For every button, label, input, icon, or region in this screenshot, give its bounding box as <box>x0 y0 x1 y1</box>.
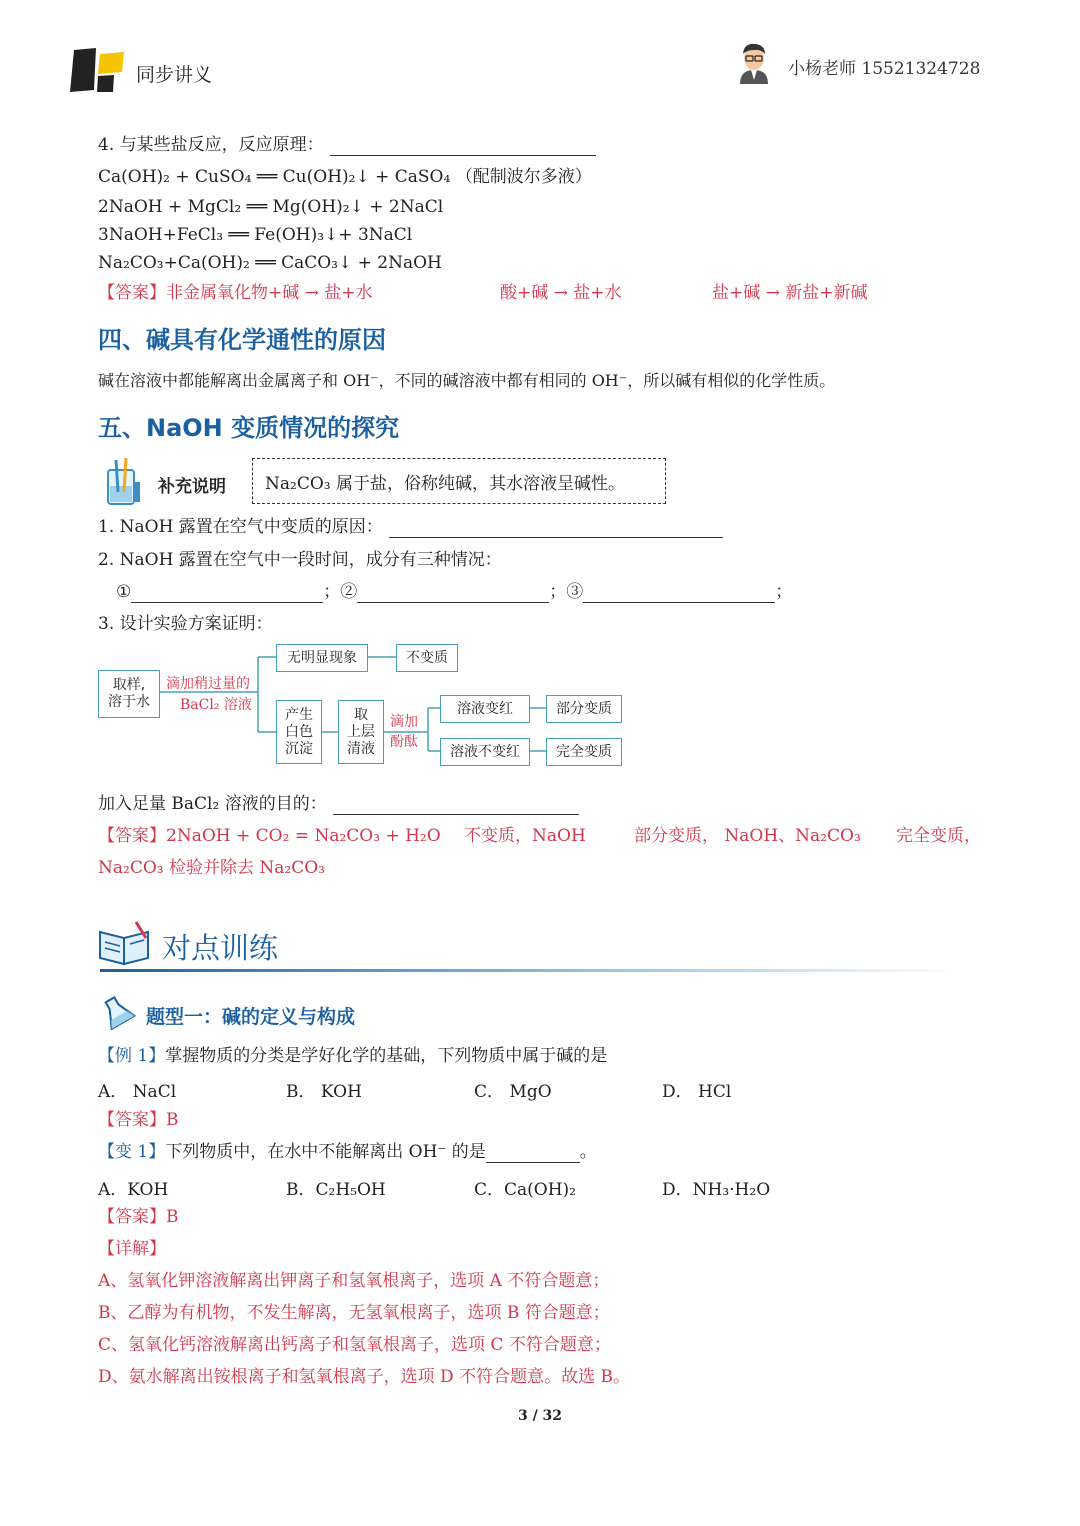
example1-option-a: A． NaCl <box>98 1082 177 1102</box>
answer-reaction-2: 酸+碱 → 盐+水 <box>500 283 622 303</box>
equation-2: 2NaOH + MgCl₂ ══ Mg(OH)₂↓ + 2NaCl <box>98 197 444 217</box>
page-number: 3 / 32 <box>517 1408 563 1424</box>
flow-start-box: 取样, 溶于水 <box>98 670 160 718</box>
blank-mark-4: ； <box>775 582 793 602</box>
flow-partial-box: 部分变质 <box>546 695 622 723</box>
teacher-contact: 小杨老师 15521324728 <box>788 59 981 79</box>
variant1-tag: 【变 1】 <box>98 1142 166 1162</box>
flow-not-spoiled-box: 不变质 <box>396 644 458 672</box>
answer5-c: 部分变质， NaOH、Na₂CO₃ <box>634 826 861 846</box>
flow-step-label-1: 滴加稍过量的 <box>166 676 250 692</box>
flow-white-ppt-box: 产生 白色 沉淀 <box>276 700 322 764</box>
variant1-option-b: B．C₂H₅OH <box>286 1180 386 1200</box>
flow-turns-red-box: 溶液变红 <box>440 695 530 723</box>
example1-tag: 【例 1】 <box>98 1046 166 1066</box>
variant1-option-a: A．KOH <box>98 1180 169 1200</box>
question-1: 1. NaOH 露置在空气中变质的原因： <box>98 517 383 537</box>
training-title: 对点训练 <box>162 931 279 965</box>
blank-mark-1: ① <box>116 582 132 602</box>
example1-option-d: D． HCl <box>662 1082 732 1102</box>
heading-section-5: 五、NaOH 变质情况的探究 <box>98 414 400 442</box>
example1-option-b: B． KOH <box>286 1082 362 1102</box>
equation-1: Ca(OH)₂ + CuSO₄ ══ Cu(OH)₂↓ + CaSO₄ （配制波尔多液） <box>98 167 592 187</box>
answer5-a: 【答案】2NaOH + CO₂ = Na₂CO₃ + H₂O <box>98 826 441 846</box>
answer-blank <box>333 796 579 815</box>
flow-complete-box: 完全变质 <box>546 738 622 766</box>
variant1-stem-end: 。 <box>579 1142 597 1162</box>
detail-line-a: A、氢氧化钾溶液解离出钾离子和氢氧根离子，选项 A 不符合题意； <box>98 1271 610 1291</box>
variant1-line <box>98 1141 597 1163</box>
section4-title: 4. 与某些盐反应，反应原理： <box>98 135 324 155</box>
reason-paragraph: 碱在溶液中都能解离出金属离子和 OH⁻，不同的碱溶液中都有相同的 OH⁻，所以碱有相似的化学性质。 <box>98 371 836 390</box>
type1-title: 题型一：碱的定义与构成 <box>146 1006 356 1028</box>
example1-option-c: C． MgO <box>474 1082 552 1102</box>
variant1-stem: 下列物质中，在水中不能解离出 OH⁻ 的是 <box>165 1142 486 1162</box>
answer5-e: Na₂CO₃ 检验并除去 Na₂CO₃ <box>98 858 325 878</box>
example1-line <box>98 1045 607 1067</box>
purpose-question: 加入足量 BaCl₂ 溶液的目的： <box>98 794 327 814</box>
variant1-detail-tag: 【详解】 <box>98 1239 166 1259</box>
answer-reaction-3: 盐+碱 → 新盐+新碱 <box>712 283 868 303</box>
book-icon <box>96 918 154 968</box>
blank-mark-2: ；② <box>323 582 358 602</box>
answer-blank <box>486 1144 580 1163</box>
detail-line-c: C、氢氧化钙溶液解离出钙离子和氢氧根离子，选项 C 不符合题意； <box>98 1335 611 1355</box>
supplement-label: 补充说明 <box>158 477 226 497</box>
variant1-option-c: C．Ca(OH)₂ <box>474 1180 576 1200</box>
training-divider <box>100 969 964 972</box>
equation-4: Na₂CO₃+Ca(OH)₂ ══ CaCO₃↓ + 2NaOH <box>98 253 442 273</box>
example1-answer: 【答案】B <box>98 1110 179 1130</box>
example1-stem: 掌握物质的分类是学好化学的基础，下列物质中属于碱的是 <box>165 1046 608 1066</box>
flow-not-red-box: 溶液不变红 <box>440 738 530 766</box>
flask-icon <box>98 994 136 1030</box>
answer-reaction-1: 【答案】非金属氧化物+碱 → 盐+水 <box>98 283 373 303</box>
logo-text: 同步讲义 <box>136 64 213 86</box>
answer5-b: 不变质，NaOH <box>464 826 586 846</box>
blank-mark-3: ；③ <box>549 582 584 602</box>
answer5-d: 完全变质， <box>896 826 981 846</box>
variant1-option-d: D．NH₃·H₂O <box>662 1180 771 1200</box>
supplement-text: Na₂CO₃ 属于盐，俗称纯碱，其水溶液呈碱性。 <box>265 474 625 494</box>
flow-take-upper-box: 取 上层 清液 <box>338 700 384 764</box>
equation-3: 3NaOH+FeCl₃ ══ Fe(OH)₃↓+ 3NaCl <box>98 225 413 245</box>
flow-add-phenolphthalein-label: 滴加 酚酞 <box>390 714 418 750</box>
variant1-answer: 【答案】B <box>98 1207 179 1227</box>
detail-line-d: D、氨水解离出铵根离子和氢氧根离子，选项 D 不符合题意。故选 B。 <box>98 1367 630 1387</box>
purpose-line <box>98 793 579 815</box>
question-3: 3. 设计实验方案证明： <box>98 614 273 634</box>
question-2: 2. NaOH 露置在空气中一段时间，成分有三种情况： <box>98 550 502 570</box>
detail-line-b: B、乙醇为有机物，不发生解离，无氢氧根离子，选项 B 符合题意； <box>98 1303 610 1323</box>
heading-section-4: 四、碱具有化学通性的原因 <box>98 326 386 354</box>
flow-no-change-box: 无明显现象 <box>276 644 368 672</box>
flow-step-label-2: BaCl₂ 溶液 <box>180 697 252 713</box>
